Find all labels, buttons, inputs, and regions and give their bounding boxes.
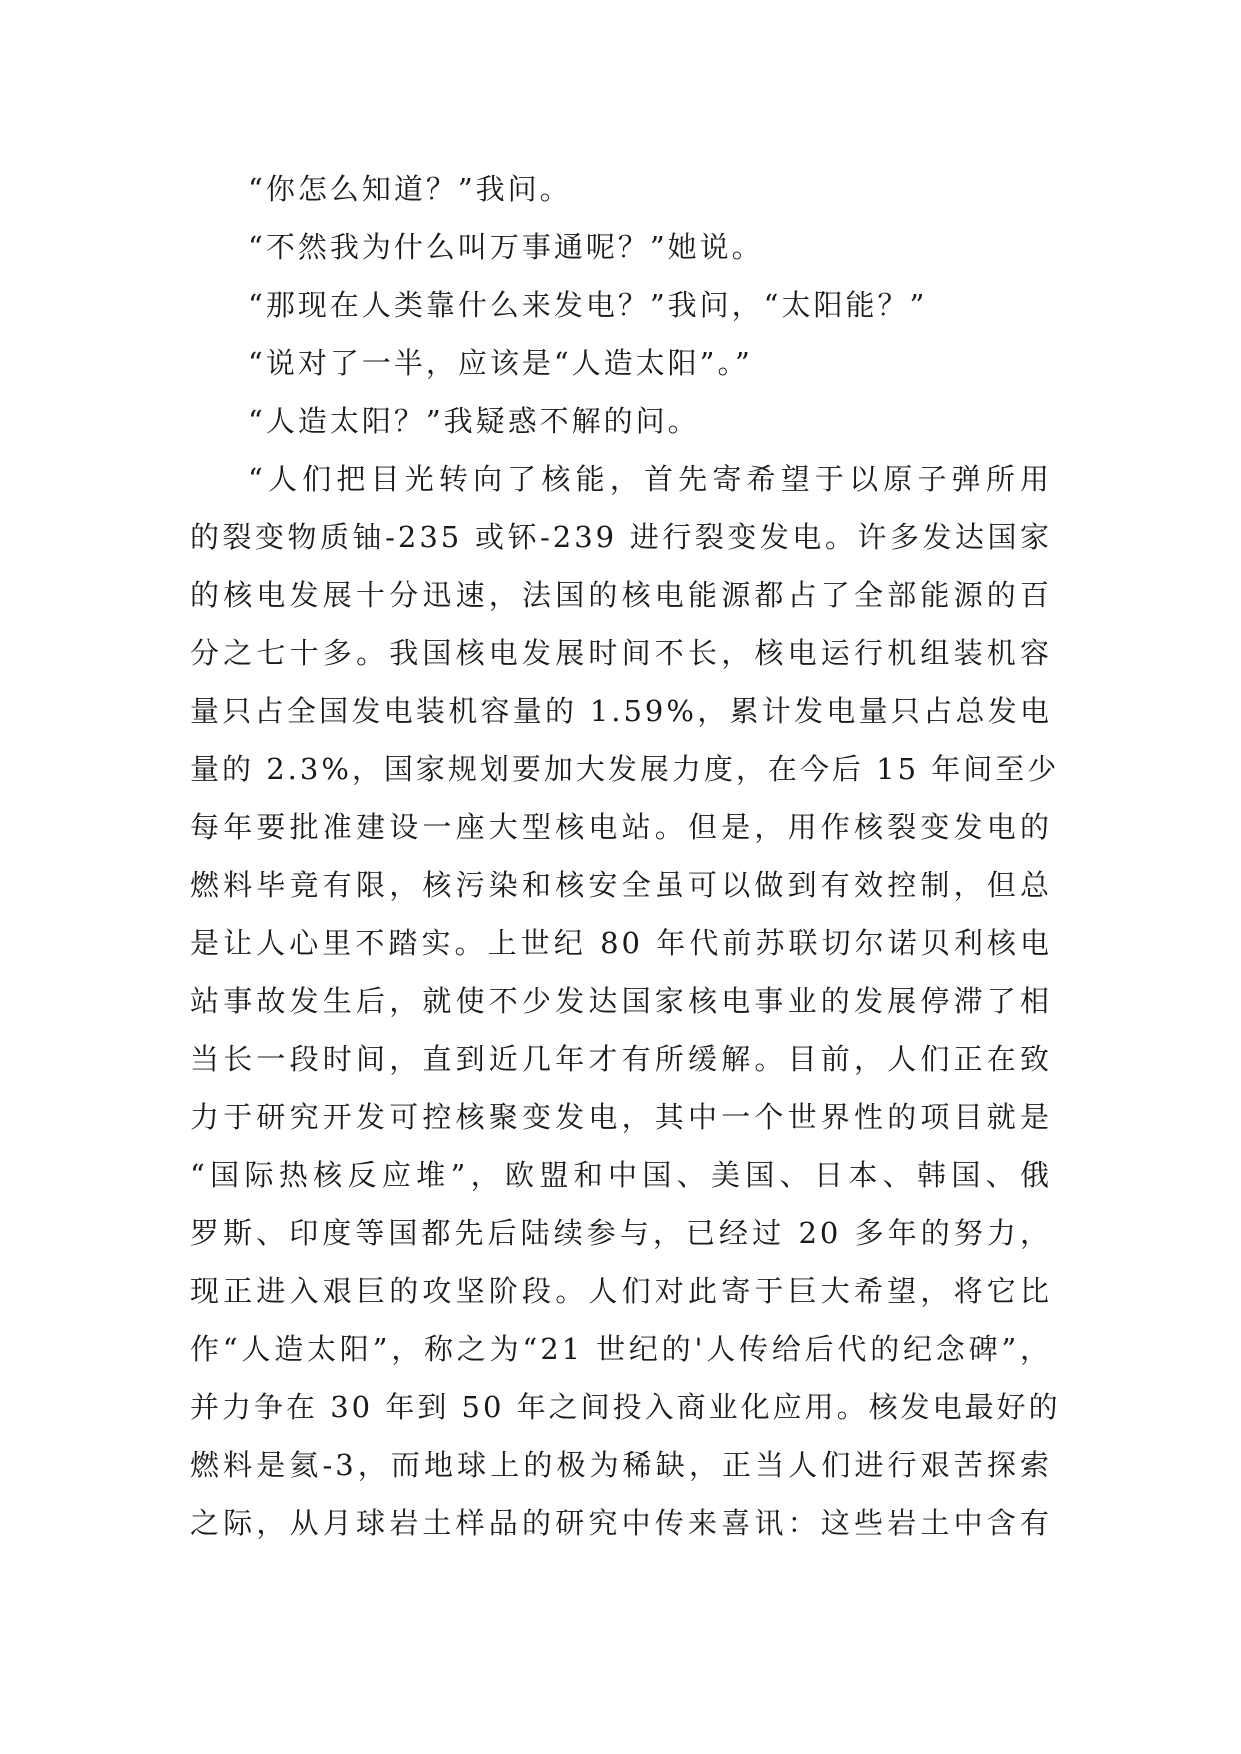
dialogue-line: “说对了一半，应该是“人造太阳”。” (248, 346, 753, 380)
paragraph-line: 分之七十多。我国核电发展时间不长，核电运行机组装机容 (190, 636, 1052, 670)
body-text (190, 160, 1061, 1552)
paragraph-line: 作“人造太阳”，称之为“21 世纪的'人传给后代的纪念碑”， (190, 1332, 1052, 1366)
paragraph-line: 量的 2.3%，国家规划要加大发展力度，在今后 15 年间至少 (190, 752, 1060, 786)
paragraph-line: 罗斯、印度等国都先后陆续参与，已经过 20 多年的努力， (190, 1216, 1052, 1250)
paragraph-line: 是让人心里不踏实。上世纪 80 年代前苏联切尔诺贝利核电 (190, 926, 1052, 960)
paragraph-line: 每年要批准建设一座大型核电站。但是，用作核裂变发电的 (190, 810, 1052, 844)
paragraph-line: 并力争在 30 年到 50 年之间投入商业化应用。核发电最好的 (190, 1390, 1061, 1424)
paragraph-line: “国际热核反应堆”，欧盟和中国、美国、日本、韩国、俄 (190, 1158, 1052, 1192)
paragraph-line: 当长一段时间，直到近几年才有所缓解。目前，人们正在致 (190, 1042, 1052, 1076)
dialogue-line: “你怎么知道？”我问。 (248, 172, 572, 206)
paragraph-line: 量只占全国发电装机容量的 1.59%，累计发电量只占总发电 (190, 694, 1052, 728)
paragraph-line: 站事故发生后，就使不少发达国家核电事业的发展停滞了相 (190, 984, 1052, 1018)
dialogue-line: “那现在人类靠什么来发电？”我问，“太阳能？” (248, 288, 928, 322)
dialogue-line: “人造太阳？”我疑惑不解的问。 (248, 404, 700, 438)
paragraph-line: 的核电发展十分迅速，法国的核电能源都占了全部能源的百 (190, 578, 1052, 612)
paragraph-line: “人们把目光转向了核能，首先寄希望于以原子弹所用 (248, 462, 1052, 496)
paragraph-line: 的裂变物质铀-235 或钚-239 进行裂变发电。许多发达国家 (190, 520, 1052, 554)
paragraph-line: 之际，从月球岩土样品的研究中传来喜讯：这些岩土中含有 (190, 1506, 1052, 1540)
dialogue-line: “不然我为什么叫万事通呢？”她说。 (248, 230, 764, 264)
paragraph-line: 燃料是氦-3，而地球上的极为稀缺，正当人们进行艰苦探索 (190, 1448, 1052, 1482)
paragraph-line: 力于研究开发可控核聚变发电，其中一个世界性的项目就是 (190, 1100, 1052, 1134)
paragraph-line: 燃料毕竟有限，核污染和核安全虽可以做到有效控制，但总 (190, 868, 1052, 902)
paragraph-line: 现正进入艰巨的攻坚阶段。人们对此寄于巨大希望，将它比 (190, 1274, 1052, 1308)
